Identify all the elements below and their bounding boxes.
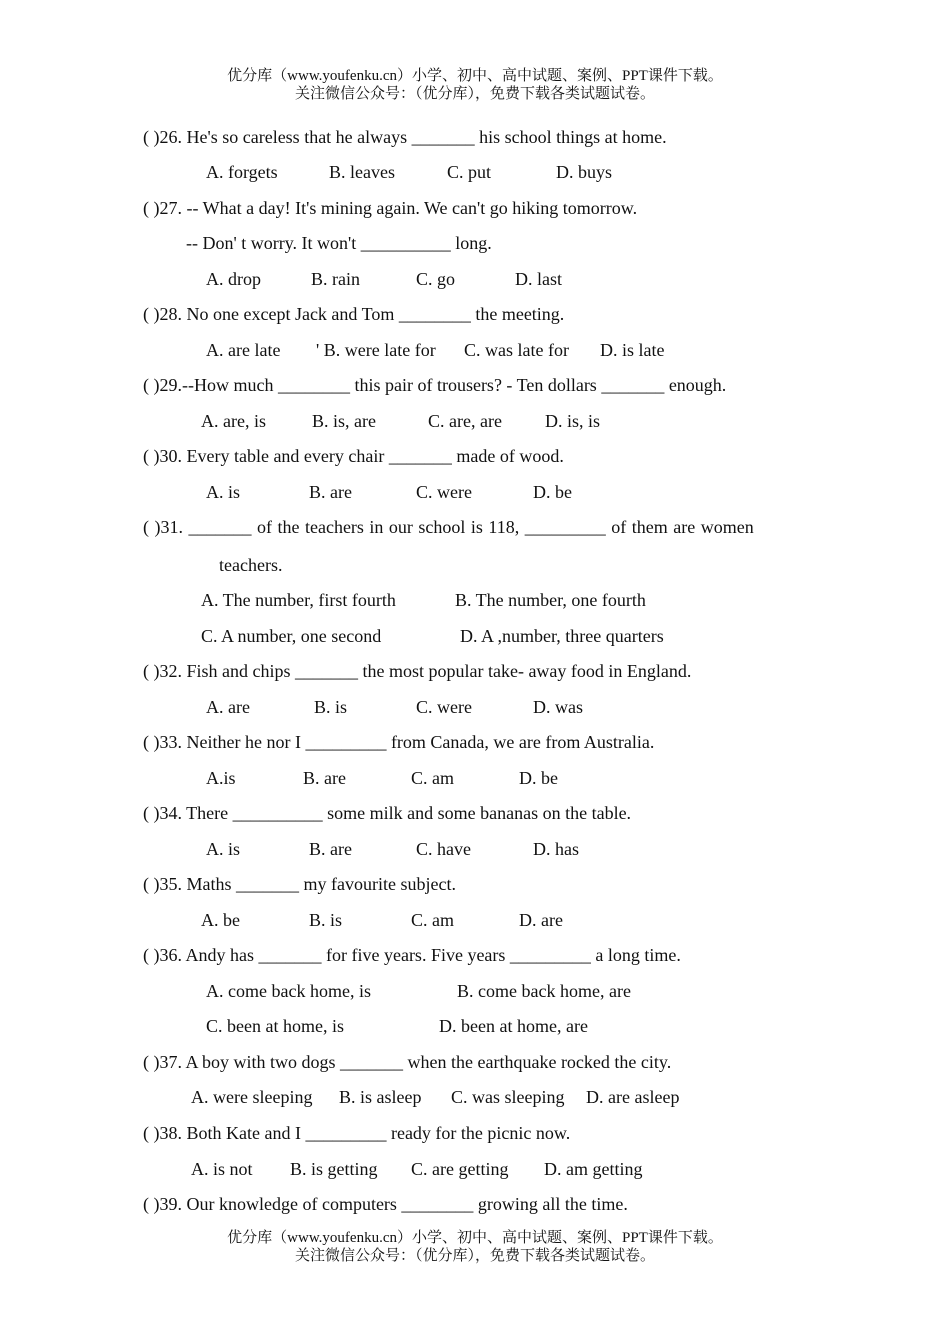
- header-line-2: 关注微信公众号：（优分库），免费下载各类试题试卷。: [294, 86, 655, 102]
- question-26: ( )26. He's so careless that he always _______ his school things at home.: [143, 127, 667, 147]
- q31-option-c: C. A number, one second: [201, 626, 382, 646]
- q36-option-b: B. come back home, are: [457, 981, 631, 1001]
- q32-option-a: A. are: [206, 697, 250, 717]
- q27-option-b: B. rain: [311, 269, 360, 289]
- q30-option-d: D. be: [533, 482, 572, 502]
- q32-option-d: D. was: [533, 697, 583, 717]
- q26-option-b: B. leaves: [329, 162, 395, 182]
- q37-option-a: A. were sleeping: [191, 1087, 313, 1107]
- q34-option-b: B. are: [309, 839, 352, 859]
- q29-option-b: B. is, are: [312, 411, 376, 431]
- q29-option-d: D. is, is: [545, 411, 601, 431]
- q27-option-a: A. drop: [206, 269, 261, 289]
- q29-option-a: A. are, is: [201, 411, 266, 431]
- question-29: ( )29.--How much ________ this pair of trousers? - Ten dollars _______ enough.: [143, 375, 727, 395]
- q34-option-d: D. has: [533, 839, 579, 859]
- question-32: ( )32. Fish and chips _______ the most popular take- away food in England.: [143, 661, 692, 681]
- q37-option-c: C. was sleeping: [451, 1087, 565, 1107]
- q33-option-c: C. am: [411, 768, 454, 788]
- q33-option-d: D. be: [519, 768, 558, 788]
- q35-option-d: D. are: [519, 910, 563, 930]
- q30-option-b: B. are: [309, 482, 352, 502]
- question-33: ( )33. Neither he nor I _________ from Canada, we are from Australia.: [143, 732, 655, 752]
- q36-option-c: C. been at home, is: [206, 1016, 344, 1036]
- q32-option-b: B. is: [314, 697, 348, 717]
- q34-option-c: C. have: [416, 839, 471, 859]
- q31-option-b: B. The number, one fourth: [455, 590, 646, 610]
- q30-option-a: A. is: [206, 482, 241, 502]
- question-36: ( )36. Andy has _______ for five years. Five years _________ a long time.: [143, 945, 681, 965]
- q27-option-d: D. last: [515, 269, 562, 289]
- q37-option-b: B. is asleep: [339, 1087, 422, 1107]
- question-31: ( )31. _______ of the teachers in our school is 118, _________ of them are women: [143, 517, 754, 537]
- q26-option-a: A. forgets: [206, 162, 278, 182]
- question-35: ( )35. Maths _______ my favourite subject.: [143, 874, 456, 894]
- q38-option-a: A. is not: [191, 1159, 253, 1179]
- q38-option-d: D. am getting: [544, 1159, 643, 1179]
- q33-option-a: A.is: [206, 768, 236, 788]
- question-27: ( )27. -- What a day! It's mining again. We can't go hiking tomorrow.: [143, 198, 638, 218]
- question-34: ( )34. There __________ some milk and some bananas on the table.: [143, 803, 632, 823]
- q35-option-c: C. am: [411, 910, 454, 930]
- question-30: ( )30. Every table and every chair _______ made of wood.: [143, 446, 564, 466]
- question-27-line-2: -- Don' t worry. It won't __________ long.: [186, 233, 492, 253]
- q26-option-d: D. buys: [556, 162, 613, 182]
- q28-option-d: D. is late: [600, 340, 665, 360]
- q34-option-a: A. is: [206, 839, 241, 859]
- question-39: ( )39. Our knowledge of computers ________ growing all the time.: [143, 1194, 628, 1214]
- question-38: ( )38. Both Kate and I _________ ready for the picnic now.: [143, 1123, 571, 1143]
- q38-option-c: C. are getting: [411, 1159, 509, 1179]
- question-31-line-2: teachers.: [219, 555, 283, 575]
- q29-option-c: C. are, are: [428, 411, 502, 431]
- q28-option-c: C. was late for: [464, 340, 569, 360]
- question-37: ( )37. A boy with two dogs _______ when the earthquake rocked the city.: [143, 1052, 672, 1072]
- q30-option-c: C. were: [416, 482, 472, 502]
- footer-line-1: 优分库（www.youfenku.cn）小学、初中、高中试题、案例、PPT课件下载。: [227, 1230, 723, 1246]
- q31-option-a: A. The number, first fourth: [201, 590, 396, 610]
- q28-option-a: A. are late: [206, 340, 281, 360]
- q37-option-d: D. are asleep: [586, 1087, 680, 1107]
- footer-line-2: 关注微信公众号：（优分库），免费下载各类试题试卷。: [294, 1248, 655, 1264]
- q26-option-c: C. put: [447, 162, 492, 182]
- question-28: ( )28. No one except Jack and Tom ________ the meeting.: [143, 304, 565, 324]
- q35-option-a: A. be: [201, 910, 240, 930]
- q27-option-c: C. go: [416, 269, 456, 289]
- q35-option-b: B. is: [309, 910, 343, 930]
- q28-option-b: ' B. were late for: [316, 340, 436, 360]
- q33-option-b: B. are: [303, 768, 346, 788]
- q38-option-b: B. is getting: [290, 1159, 378, 1179]
- q36-option-d: D. been at home, are: [439, 1016, 588, 1036]
- header-line-1: 优分库（www.youfenku.cn）小学、初中、高中试题、案例、PPT课件下载。: [227, 68, 723, 84]
- q36-option-a: A. come back home, is: [206, 981, 371, 1001]
- page-footer: [0, 1229, 950, 1265]
- page-header: [0, 67, 950, 103]
- q32-option-c: C. were: [416, 697, 472, 717]
- q31-option-d: D. A ,number, three quarters: [460, 626, 664, 646]
